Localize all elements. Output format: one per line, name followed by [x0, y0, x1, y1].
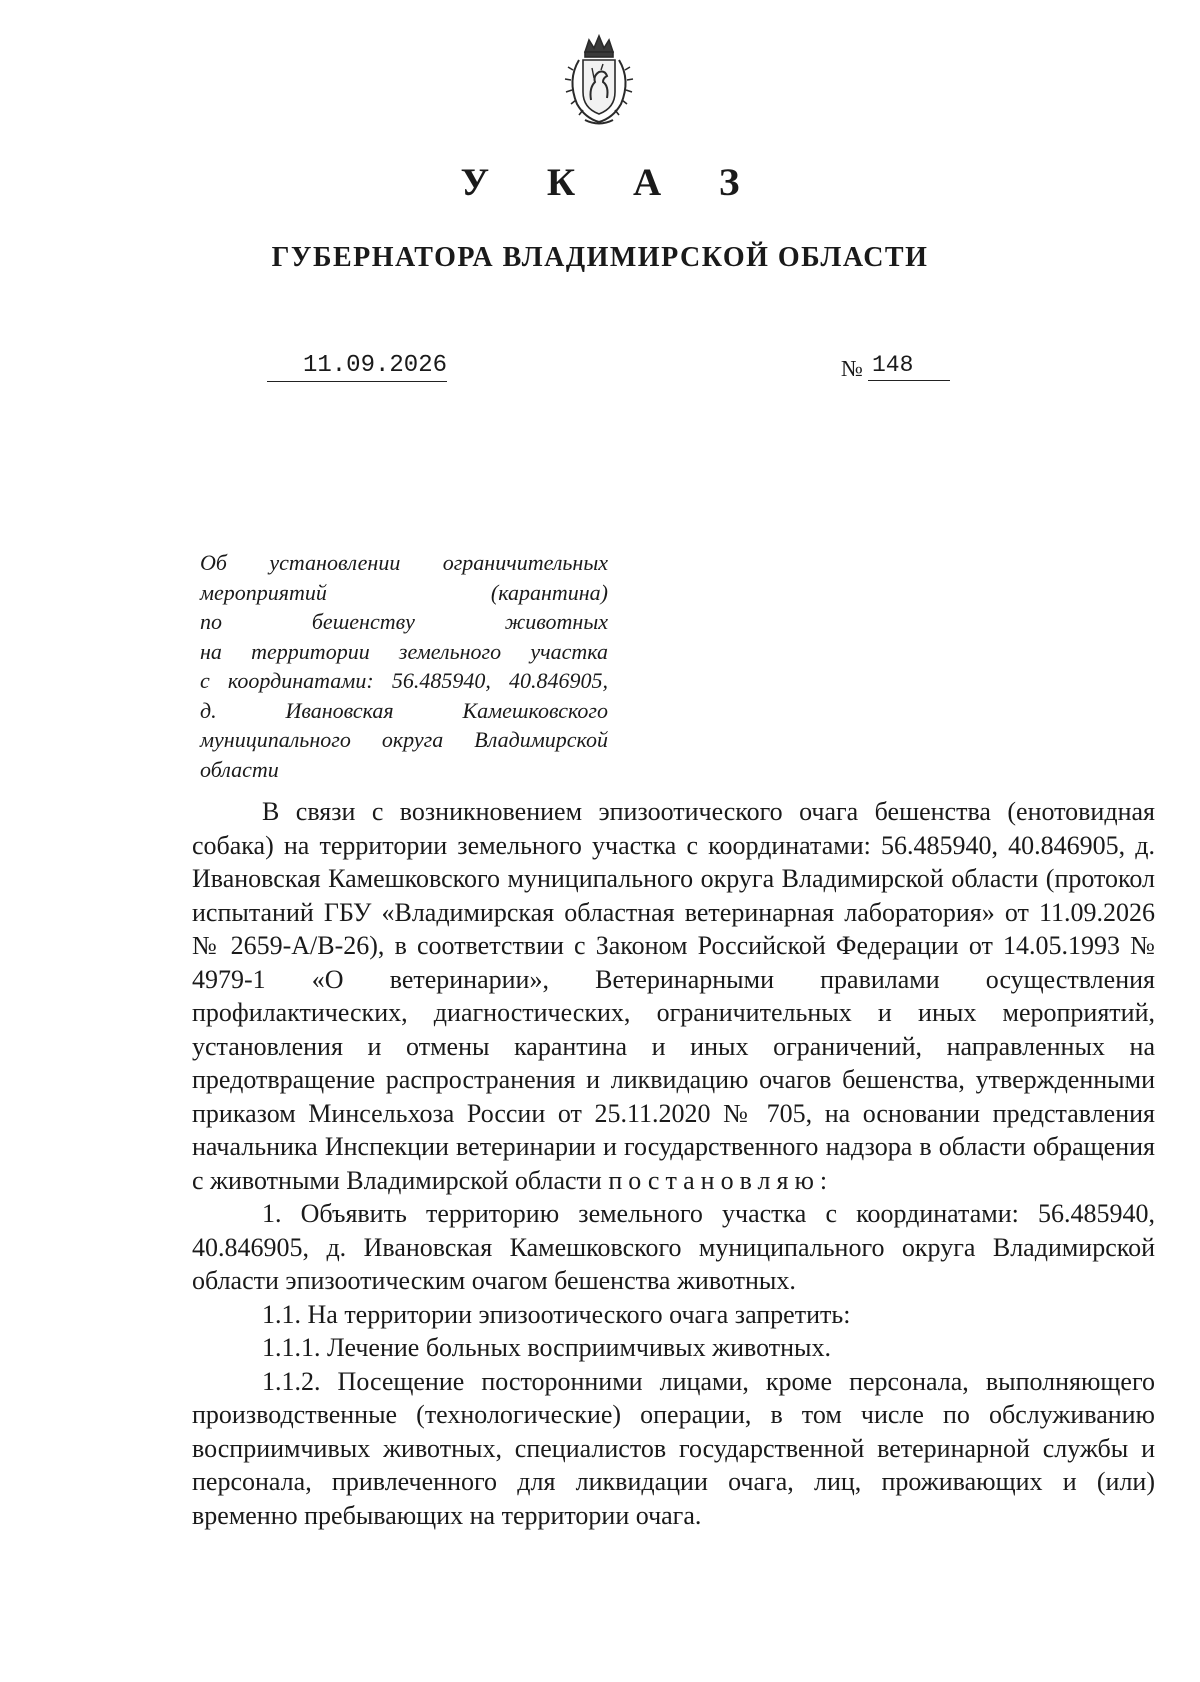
subject-line: мероприятий (карантина): [200, 579, 608, 605]
coat-of-arms-icon: [549, 30, 649, 130]
decree-subject: [200, 548, 608, 784]
clause-1-1-1: 1.1.1. Лечение больных восприимчивых животных.: [262, 1333, 832, 1362]
clause-1-1: 1.1. На территории эпизоотического очага запретить:: [262, 1299, 851, 1329]
subject-line: по бешенству животных: [200, 609, 608, 634]
document-type-title: У К А З: [460, 161, 764, 204]
subject-line: д. Ивановская Камешковского: [200, 697, 608, 723]
clause-1: 1. Объявить территорию земельного участка с координатами: 56.485940, 40.846905, д. Ивановская Камешковского муниципального округа Владимирской области эпизоотическим очагом бешенства животных.: [192, 1199, 1155, 1295]
preamble-paragraph: [192, 795, 1155, 1197]
decree-number: 148: [868, 352, 950, 381]
preamble-text: В связи с возникновением эпизоотического очага бешенства (енотовидная собака) на территории земельного участка с координатами: 56.485940, 40.846905, д. Ивановская Камешковского муниципального округа Владимирской области (протокол испытаний ГБУ «Владимирская областная ветеринарная лаборатория» от 11.09.2026 № 2659-А/В-26), в соответствии с Законом Российской Федерации от 14.05.1993 № 4979-1 «О ветеринарии», Ветеринарными правилами осуществления профилактических, диагностических, ограничительных и иных мероприятий, установления и отмены карантина и иных ограничений, направленных на предотвращение распространения и ликвидацию очагов бешенства, утвержденными приказом Минсельхоза России от 25.11.2020 № 705, на основании представления начальника Инспекции ветеринарии и государственного надзора в области обращения с животными Владимирской области: [192, 797, 1155, 1195]
subject-line: на территории земельного участка: [200, 638, 608, 664]
subject-line: с координатами: 56.485940, 40.846905,: [200, 668, 608, 693]
subject-line: области: [200, 756, 279, 782]
decree-body: [192, 795, 1155, 1532]
issuer-title: ГУБЕРНАТОРА ВЛАДИМИРСКОЙ ОБЛАСТИ: [271, 242, 929, 273]
decree-word: постановляю:: [608, 1165, 834, 1195]
number-label: №: [841, 356, 863, 381]
subject-line: Об установлении ограничительных: [200, 550, 608, 575]
subject-line: муниципального округа Владимирской: [200, 727, 608, 752]
decree-date: 11.09.2026: [267, 352, 447, 382]
clause-1-1-2: 1.1.2. Посещение посторонними лицами, кроме персонала, выполняющего производственные (технологические) операции, в том числе по обслуживанию восприимчивых животных, специалистов государственной ветеринарной службы и персонала, привлеченного для ликвидации очага, лиц, проживающих и (или) временно пребывающих на территории очага.: [192, 1366, 1155, 1530]
